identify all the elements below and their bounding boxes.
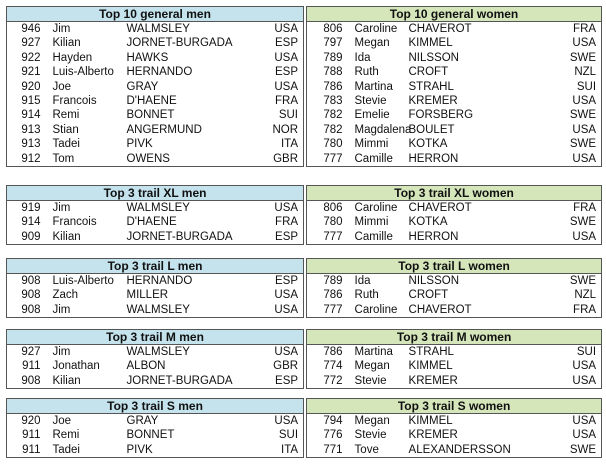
first-name-cell: Megan [354,37,390,50]
last-name-cell: GRAY [126,80,159,93]
table-row [307,443,602,458]
ranking-section [6,398,600,458]
last-name-cell: HERNANDO [126,275,193,287]
table-row [7,303,304,318]
table-row [7,108,304,122]
country-cell: USA [251,51,304,65]
country-cell: ESP [251,65,304,79]
country-cell: USA [543,230,602,245]
women-ranking-table [306,6,602,167]
table-row [7,345,304,360]
first-name-cell: Mimmi [354,138,389,151]
women-table-title: Top 3 trail S women [307,399,602,414]
points-cell: 909 [7,230,45,245]
last-name-cell: STRAHL [408,80,454,93]
last-name-cell: JORNET-BURGADA [126,37,233,50]
country-cell: ITA [251,137,304,151]
last-name-cell: HAWKS [126,51,169,64]
table-row [307,288,602,302]
country-cell: USA [543,374,602,389]
country-cell: SUI [251,428,304,442]
points-cell: 908 [7,274,45,289]
first-name-cell: Megan [354,360,390,373]
women-table-title: Top 10 general women [307,7,602,22]
table-row [7,152,304,167]
last-name-cell: JORNET-BURGADA [123,230,251,245]
country-cell: ESP [251,274,304,289]
men-table-title: Top 3 trail S men [7,399,304,414]
first-name-cell: Tove [347,443,405,458]
points-cell: 806 [307,201,347,216]
last-name-cell: WALMSLEY [126,202,190,214]
first-name-cell: Jim [52,346,71,358]
table-row [307,80,602,94]
first-name-cell: Tadei [45,443,123,458]
first-name-cell: Camille [347,152,405,167]
table-row [7,274,304,289]
first-name-cell: Kilian [45,374,123,389]
first-name-cell: Kilian [45,230,123,245]
country-cell: SWE [543,137,602,151]
ranking-section [6,329,600,389]
points-cell: 774 [307,359,347,373]
last-name-cell: BOULET [408,123,455,136]
points-cell: 914 [7,108,45,122]
country-cell: USA [251,345,304,360]
country-cell: SWE [543,274,602,289]
women-ranking-table [306,329,602,389]
last-name-cell: ANGERMUND [126,123,202,136]
women-table-title: Top 3 trail XL women [307,186,602,201]
points-cell: 771 [307,443,347,458]
last-name-cell: KIMMEL [408,360,453,373]
points-cell: 788 [307,65,347,79]
points-cell: 777 [307,152,347,167]
first-name-cell: Joe [52,80,72,93]
ranking-section [6,185,600,245]
country-cell: SUI [543,345,602,360]
first-name-cell: Francois [52,216,97,229]
last-name-cell: HERRON [405,230,543,245]
first-name-cell: Caroline [354,202,398,214]
first-name-cell: Ida [354,51,371,64]
country-cell: SWE [543,51,602,65]
last-name-cell: WALMSLEY [126,346,190,358]
table-row [307,36,602,50]
last-name-cell: NILSSON [408,51,459,64]
table-row [7,230,304,245]
first-name-cell: Jim [52,23,71,35]
table-row [307,414,602,429]
table-row [7,94,304,108]
table-row [307,215,602,229]
last-name-cell: HERRON [405,152,543,167]
table-row [7,215,304,229]
country-cell: SWE [543,443,602,458]
first-name-cell: Caroline [354,23,398,35]
table-row [307,22,602,37]
points-cell: 927 [7,345,45,360]
ranking-section [6,258,600,318]
country-cell: ESP [251,374,304,389]
country-cell: FRA [543,201,602,216]
table-row [7,123,304,137]
first-name-cell: Stevie [354,95,387,108]
table-row [7,51,304,65]
points-cell: 912 [7,152,45,167]
first-name-cell: Stevie [347,374,405,389]
table-row [307,345,602,360]
women-table-title: Top 3 trail L women [307,259,602,274]
men-ranking-table [6,258,304,318]
table-row [7,80,304,94]
table-row [307,108,602,122]
country-cell: USA [543,152,602,167]
last-name-cell: HERNANDO [126,66,193,79]
points-cell: 908 [7,374,45,389]
first-name-cell: Martina [354,346,393,358]
last-name-cell: CROFT [408,289,449,302]
last-name-cell: BONNET [126,429,175,442]
table-row [7,374,304,389]
table-row [307,51,602,65]
table-row [7,137,304,151]
points-cell: 927 [7,36,45,50]
first-name-cell: Ruth [354,289,379,302]
first-name-cell: Hayden [52,51,93,64]
table-row [7,443,304,458]
points-cell: 786 [307,80,347,94]
table-row [307,359,602,373]
last-name-cell: ALBON [126,360,166,373]
points-cell: 786 [307,288,347,302]
points-cell: 782 [307,123,347,137]
country-cell: SUI [251,108,304,122]
table-row [307,123,602,137]
first-name-cell: Emelie [354,109,390,122]
men-table-title: Top 3 trail XL men [7,186,304,201]
country-cell: ESP [251,36,304,50]
last-name-cell: JORNET-BURGADA [123,374,251,389]
first-name-cell: Zach [52,289,79,302]
country-cell: FRA [251,94,304,108]
last-name-cell: GRAY [126,415,159,427]
last-name-cell: D'HAENE [126,216,177,229]
last-name-cell: CHAVEROT [408,23,472,35]
last-name-cell: NILSSON [408,275,460,287]
table-row [307,374,602,389]
points-cell: 780 [307,137,347,151]
first-name-cell: Stian [52,123,79,136]
first-name-cell: Caroline [347,303,405,318]
country-cell: SWE [543,108,602,122]
men-ranking-table [6,6,304,167]
points-cell: 922 [7,51,45,65]
table-row [307,65,602,79]
men-ranking-table [6,398,304,458]
table-row [7,359,304,373]
table-row [307,303,602,318]
last-name-cell: MILLER [126,289,169,302]
first-name-cell: Jim [45,303,123,318]
women-ranking-table [306,185,602,245]
last-name-cell: BONNET [126,109,175,122]
last-name-cell: KREMER [405,374,543,389]
country-cell: USA [543,359,602,373]
first-name-cell: Tadei [52,138,80,151]
points-cell: 908 [7,303,45,318]
country-cell: NZL [543,288,602,302]
country-cell: USA [251,303,304,318]
last-name-cell: CHAVEROT [408,202,472,214]
first-name-cell: Martina [354,80,393,93]
men-ranking-table [6,329,304,389]
last-name-cell: D'HAENE [126,95,177,108]
points-cell: 777 [307,303,347,318]
points-cell: 920 [7,414,45,429]
last-name-cell: CHAVEROT [405,303,543,318]
last-name-cell: WALMSLEY [126,23,190,35]
country-cell: GBR [251,152,304,167]
points-cell: 782 [307,108,347,122]
points-cell: 946 [7,22,45,37]
first-name-cell: Mimmi [354,216,389,229]
men-table-title: Top 3 trail M men [7,330,304,345]
country-cell: USA [543,94,602,108]
women-table-title: Top 3 trail M women [307,330,602,345]
first-name-cell: Magdalena [354,123,412,136]
ranking-section [6,6,600,167]
last-name-cell: KOTKA [408,216,448,229]
last-name-cell: CROFT [408,66,449,79]
country-cell: USA [251,414,304,429]
first-name-cell: Ruth [354,66,379,79]
table-row [7,201,304,216]
points-cell: 911 [7,443,45,458]
last-name-cell: KOTKA [408,138,448,151]
points-cell: 783 [307,94,347,108]
country-cell: USA [543,123,602,137]
country-cell: USA [251,201,304,216]
country-cell: FRA [543,303,602,318]
table-row [307,201,602,216]
first-name-cell: Luis-Alberto [52,275,114,287]
country-cell: SUI [543,80,602,94]
last-name-cell: FORSBERG [408,109,474,122]
points-cell: 789 [307,274,347,289]
first-name-cell: Luis-Alberto [52,66,114,79]
first-name-cell: Ida [354,275,371,287]
points-cell: 780 [307,215,347,229]
table-row [307,428,602,442]
points-cell: 789 [307,51,347,65]
table-row [7,288,304,302]
country-cell: GBR [251,359,304,373]
last-name-cell: KIMMEL [408,37,453,50]
last-name-cell: ALEXANDERSSON [405,443,543,458]
table-row [307,94,602,108]
points-cell: 911 [7,428,45,442]
points-cell: 911 [7,359,45,373]
last-name-cell: PIVK [126,138,153,151]
first-name-cell: Jim [52,202,71,214]
points-cell: 920 [7,80,45,94]
women-ranking-table [306,258,602,318]
country-cell: USA [251,22,304,37]
table-row [307,152,602,167]
points-cell: 915 [7,94,45,108]
table-row [7,65,304,79]
table-row [307,137,602,151]
points-cell: 772 [307,374,347,389]
country-cell: USA [251,80,304,94]
country-cell: NOR [251,123,304,137]
points-cell: 794 [307,414,347,429]
points-cell: 777 [307,230,347,245]
country-cell: USA [543,414,602,429]
points-cell: 776 [307,428,347,442]
first-name-cell: Megan [354,415,390,427]
table-row [307,274,602,289]
last-name-cell: WALMSLEY [123,303,251,318]
country-cell: SWE [543,215,602,229]
points-cell: 913 [7,123,45,137]
country-cell: FRA [251,215,304,229]
table-row [307,230,602,245]
first-name-cell: Remi [52,109,80,122]
last-name-cell: OWENS [123,152,251,167]
men-table-title: Top 3 trail L men [7,259,304,274]
last-name-cell: KIMMEL [408,415,453,427]
men-table-title: Top 10 general men [7,7,304,22]
first-name-cell: Jonathan [52,360,100,373]
table-row [7,414,304,429]
last-name-cell: KREMER [408,95,458,108]
last-name-cell: STRAHL [408,346,454,358]
country-cell: ITA [251,443,304,458]
table-row [7,22,304,37]
points-cell: 786 [307,345,347,360]
first-name-cell: Francois [52,95,97,108]
last-name-cell: PIVK [123,443,251,458]
first-name-cell: Camille [347,230,405,245]
points-cell: 913 [7,137,45,151]
points-cell: 919 [7,201,45,216]
first-name-cell: Joe [52,415,72,427]
points-cell: 921 [7,65,45,79]
first-name-cell: Stevie [354,429,387,442]
men-ranking-table [6,185,304,245]
table-row [7,428,304,442]
first-name-cell: Remi [52,429,80,442]
first-name-cell: Kilian [52,37,81,50]
points-cell: 797 [307,36,347,50]
country-cell: USA [251,288,304,302]
women-ranking-table [306,398,602,458]
points-cell: 908 [7,288,45,302]
country-cell: NZL [543,65,602,79]
country-cell: USA [543,428,602,442]
first-name-cell: Tom [45,152,123,167]
country-cell: USA [543,36,602,50]
points-cell: 914 [7,215,45,229]
last-name-cell: KREMER [408,429,458,442]
country-cell: FRA [543,22,602,37]
points-cell: 806 [307,22,347,37]
country-cell: ESP [251,230,304,245]
table-row [7,36,304,50]
